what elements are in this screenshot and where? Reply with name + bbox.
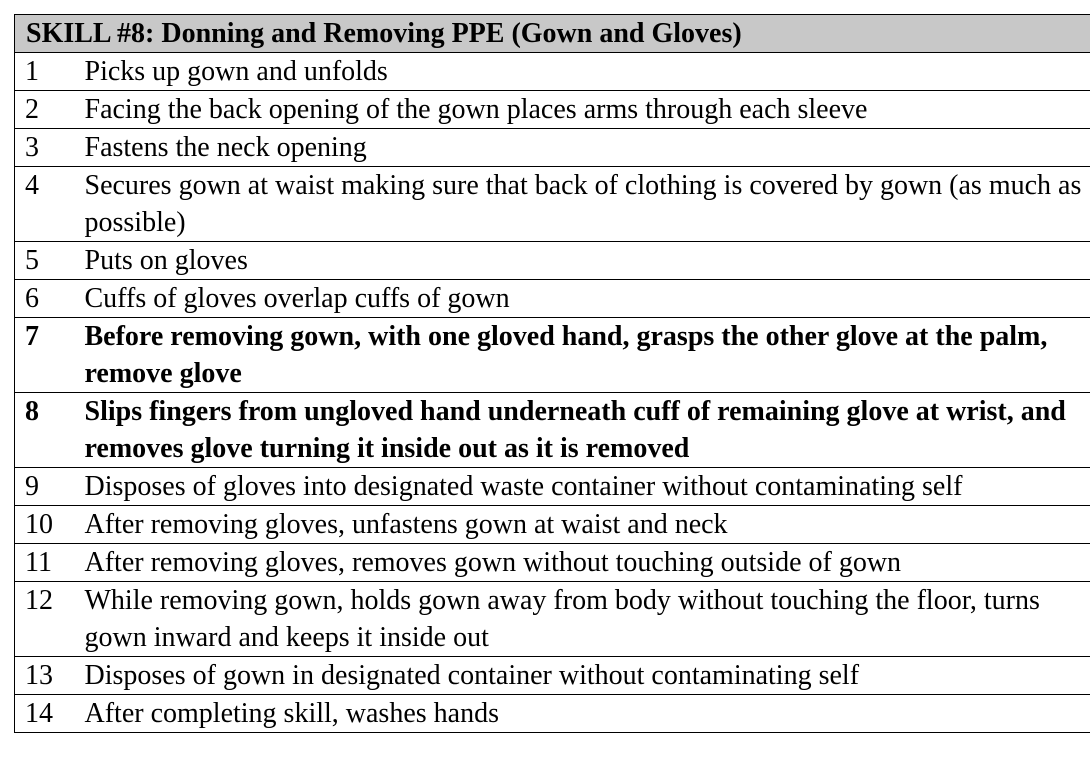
step-row	[15, 318, 1090, 393]
step-number: 3	[15, 129, 81, 167]
step-text: Cuffs of gloves overlap cuffs of gown	[81, 280, 1090, 318]
step-row	[15, 506, 1090, 544]
step-row	[15, 129, 1090, 167]
step-text: Facing the back opening of the gown places arms through each sleeve	[81, 91, 1090, 129]
step-text: Secures gown at waist making sure that back of clothing is covered by gown (as much as possible)	[81, 167, 1090, 242]
step-row	[15, 393, 1090, 468]
step-text: After completing skill, washes hands	[81, 695, 1090, 733]
step-row	[15, 657, 1090, 695]
step-text: Before removing gown, with one gloved hand, grasps the other glove at the palm, remove glove	[81, 318, 1090, 393]
step-row	[15, 280, 1090, 318]
step-number: 9	[15, 468, 81, 506]
step-text: While removing gown, holds gown away from body without touching the floor, turns gown inward and keeps it inside out	[81, 582, 1090, 657]
skill-header-row	[15, 15, 1090, 53]
step-row	[15, 468, 1090, 506]
steps-list	[15, 53, 1090, 733]
step-row	[15, 695, 1090, 733]
step-number: 12	[15, 582, 81, 657]
step-number: 8	[15, 393, 81, 468]
skill-checklist-table	[14, 14, 1090, 733]
step-text: Picks up gown and unfolds	[81, 53, 1090, 91]
step-text: After removing gloves, unfastens gown at waist and neck	[81, 506, 1090, 544]
step-number: 13	[15, 657, 81, 695]
step-row	[15, 582, 1090, 657]
skill-title: SKILL #8: Donning and Removing PPE (Gown and Gloves)	[15, 15, 1090, 53]
step-number: 11	[15, 544, 81, 582]
step-number: 2	[15, 91, 81, 129]
step-number: 4	[15, 167, 81, 242]
step-number: 14	[15, 695, 81, 733]
step-text: Fastens the neck opening	[81, 129, 1090, 167]
step-row	[15, 544, 1090, 582]
step-number: 10	[15, 506, 81, 544]
step-row	[15, 91, 1090, 129]
step-text: Puts on gloves	[81, 242, 1090, 280]
step-number: 5	[15, 242, 81, 280]
step-row	[15, 242, 1090, 280]
step-row	[15, 53, 1090, 91]
step-text: Disposes of gown in designated container without contaminating self	[81, 657, 1090, 695]
step-number: 6	[15, 280, 81, 318]
step-text: Slips fingers from ungloved hand underneath cuff of remaining glove at wrist, and removes glove turning it inside out as it is removed	[81, 393, 1090, 468]
step-row	[15, 167, 1090, 242]
step-number: 7	[15, 318, 81, 393]
step-number: 1	[15, 53, 81, 91]
step-text: Disposes of gloves into designated waste container without contaminating self	[81, 468, 1090, 506]
step-text: After removing gloves, removes gown without touching outside of gown	[81, 544, 1090, 582]
